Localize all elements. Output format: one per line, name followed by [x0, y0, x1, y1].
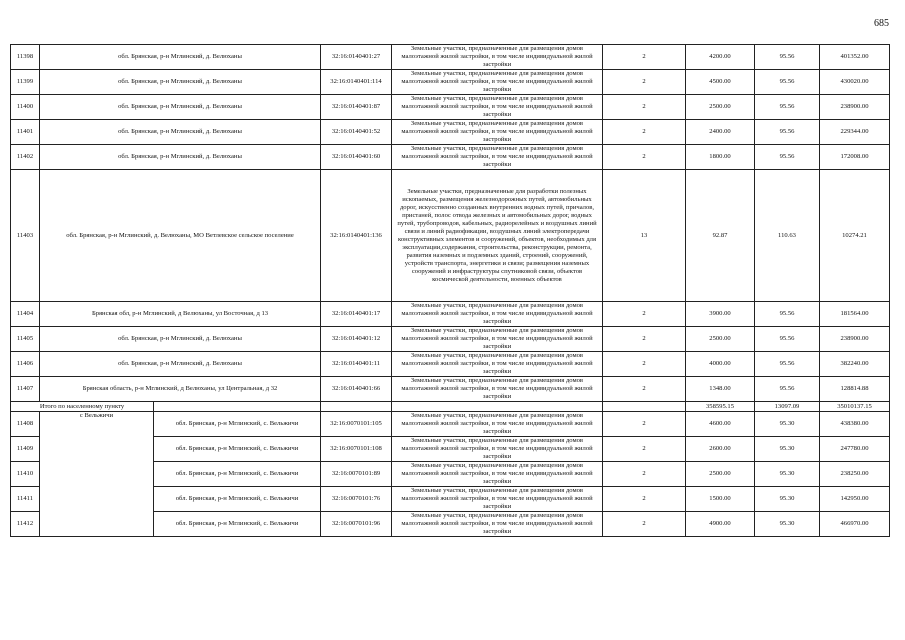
land-purpose-cell: Земельные участки, предназначенные для разработки полезных ископаемых, размещения железнодорожных путей, автомобильных дорог, искусственно созданных внутренних водных путей, причалов, пристаней, полос отвода железных и автомобильных дорог, водных путей, трубопроводов, кабельных, радиорелейных и воздушных линий связи и линий радиофикации, воздушных линий электропередачи конструктивных элементов и сооружений, объектов, необходимых для эксплуатации,содержания, строительства, реконструкции, ремонта, развития наземных и подземных зданий, строений, сооружений, устройств транспорта, энергетики и связи; размещения наземных сооружений и инфраструктуры спутниковой связи, объектов космической деятельности, военных объектов — [392, 170, 603, 302]
address-cell: обл. Брянская, р-н Мглинский, д. Велюханы — [40, 95, 321, 120]
cadastral-value-cell: 438380.00 — [820, 412, 890, 437]
land-purpose-cell: Земельные участки, предназначенные для размещения домов малоэтажной жилой застройки, в том числе индивидуальной жилой застройки — [392, 412, 603, 437]
cadastral-value-cell: 10274.21 — [820, 170, 890, 302]
area-cell: 2400.00 — [686, 120, 755, 145]
group-code-cell: 13 — [603, 170, 686, 302]
land-purpose-cell: Земельные участки, предназначенные для размещения домов малоэтажной жилой застройки, в том числе индивидуальной жилой застройки — [392, 45, 603, 70]
total-specific-value-cell: 13097.09 — [755, 402, 820, 412]
cadastral-value-cell: 128814.88 — [820, 377, 890, 402]
address-cell: обл. Брянская, р-н Мглинский, с. Вельжичи — [154, 512, 321, 537]
cadastral-number-cell: 32:16:0140401:17 — [321, 302, 392, 327]
cadastral-number-cell: 32:16:0070101:105 — [321, 412, 392, 437]
group-code-cell: 2 — [603, 45, 686, 70]
area-cell: 4900.00 — [686, 512, 755, 537]
specific-value-cell: 95.56 — [755, 145, 820, 170]
group-code-cell: 2 — [603, 145, 686, 170]
table-row — [11, 45, 890, 70]
address-cell: обл. Брянская, р-н Мглинский, д. Велюханы — [40, 120, 321, 145]
land-purpose-cell: Земельные участки, предназначенные для размещения домов малоэтажной жилой застройки, в том числе индивидуальной жилой застройки — [392, 352, 603, 377]
specific-value-cell: 95.30 — [755, 487, 820, 512]
cadastral-number-cell: 32:16:0070101:96 — [321, 512, 392, 537]
cadastral-number-cell: 32:16:0070101:76 — [321, 487, 392, 512]
land-purpose-cell: Земельные участки, предназначенные для размещения домов малоэтажной жилой застройки, в том числе индивидуальной жилой застройки — [392, 327, 603, 352]
cadastral-number-cell: 32:16:0140401:87 — [321, 95, 392, 120]
specific-value-cell: 95.30 — [755, 437, 820, 462]
specific-value-cell: 95.56 — [755, 377, 820, 402]
area-cell: 3900.00 — [686, 302, 755, 327]
land-purpose-cell: Земельные участки, предназначенные для размещения домов малоэтажной жилой застройки, в том числе индивидуальной жилой застройки — [392, 302, 603, 327]
table-row — [11, 120, 890, 145]
specific-value-cell: 95.56 — [755, 70, 820, 95]
group-code-cell: 2 — [603, 487, 686, 512]
group-code-cell: 2 — [603, 352, 686, 377]
cadastral-value-cell: 382240.00 — [820, 352, 890, 377]
area-cell: 4000.00 — [686, 352, 755, 377]
cadastral-number-cell: 32:16:0070101:108 — [321, 437, 392, 462]
group-code-cell: 2 — [603, 327, 686, 352]
specific-value-cell: 95.56 — [755, 352, 820, 377]
row-number: 11410 — [11, 462, 40, 487]
land-purpose-cell: Земельные участки, предназначенные для размещения домов малоэтажной жилой застройки, в том числе индивидуальной жилой застройки — [392, 377, 603, 402]
total-area-cell: 358595.15 — [686, 402, 755, 412]
area-cell: 4200.00 — [686, 45, 755, 70]
table-row — [11, 377, 890, 402]
cadastral-number-cell: 32:16:0140401:114 — [321, 70, 392, 95]
total-cadastral-value-cell: 35010137.15 — [820, 402, 890, 412]
row-number: 11412 — [11, 512, 40, 537]
empty-cell — [603, 402, 686, 412]
cadastral-value-cell: 247780.00 — [820, 437, 890, 462]
specific-value-cell: 95.56 — [755, 95, 820, 120]
empty-cell — [321, 402, 392, 412]
specific-value-cell: 95.30 — [755, 512, 820, 537]
address-cell: Брянская область, р-н Мглинский, д Велюханы, ул Центральная, д 32 — [40, 377, 321, 402]
cadastral-number-cell: 32:16:0140401:136 — [321, 170, 392, 302]
address-cell: обл. Брянская, р-н Мглинский, с. Вельжичи — [154, 412, 321, 437]
row-number: 11408 — [11, 412, 40, 437]
row-number: 11398 — [11, 45, 40, 70]
cadastral-value-cell: 181564.00 — [820, 302, 890, 327]
group-code-cell: 2 — [603, 377, 686, 402]
area-cell: 92.87 — [686, 170, 755, 302]
specific-value-cell: 95.56 — [755, 45, 820, 70]
cadastral-number-cell: 32:16:0140401:27 — [321, 45, 392, 70]
area-cell: 4600.00 — [686, 412, 755, 437]
cadastral-number-cell: 32:16:0140401:12 — [321, 327, 392, 352]
cadastral-number-cell: 32:16:0140401:11 — [321, 352, 392, 377]
cadastral-value-cell: 229344.00 — [820, 120, 890, 145]
cadastral-value-cell: 172008.00 — [820, 145, 890, 170]
table-row — [11, 352, 890, 377]
specific-value-cell: 95.56 — [755, 302, 820, 327]
group-code-cell: 2 — [603, 437, 686, 462]
specific-value-cell: 95.56 — [755, 327, 820, 352]
specific-value-cell: 110.63 — [755, 170, 820, 302]
cadastral-value-cell: 238250.00 — [820, 462, 890, 487]
group-code-cell: 2 — [603, 70, 686, 95]
group-code-cell: 2 — [603, 412, 686, 437]
land-purpose-cell: Земельные участки, предназначенные для размещения домов малоэтажной жилой застройки, в том числе индивидуальной жилой застройки — [392, 487, 603, 512]
cadastral-number-cell: 32:16:0140401:52 — [321, 120, 392, 145]
table-row — [11, 170, 890, 302]
table-row — [11, 145, 890, 170]
address-cell: обл. Брянская, р-н Мглинский, д. Велюханы, МО Ветлевское сельское поселение — [40, 170, 321, 302]
address-cell: обл. Брянская, р-н Мглинский, д. Велюханы — [40, 352, 321, 377]
table-row — [11, 327, 890, 352]
land-purpose-cell: Земельные участки, предназначенные для размещения домов малоэтажной жилой застройки, в том числе индивидуальной жилой застройки — [392, 120, 603, 145]
address-cell: обл. Брянская, р-н Мглинский, с. Вельжичи — [154, 487, 321, 512]
specific-value-cell: 95.30 — [755, 462, 820, 487]
cadastral-value-cell: 238900.00 — [820, 95, 890, 120]
area-cell: 1348.00 — [686, 377, 755, 402]
cadastral-number-cell: 32:16:0070101:89 — [321, 462, 392, 487]
row-number: 11399 — [11, 70, 40, 95]
cadastral-number-cell: 32:16:0140401:66 — [321, 377, 392, 402]
address-cell: обл. Брянская, р-н Мглинский, д. Велюханы — [40, 145, 321, 170]
cadastral-value-table — [10, 44, 890, 537]
cadastral-value-cell: 466970.00 — [820, 512, 890, 537]
cadastral-number-cell: 32:16:0140401:60 — [321, 145, 392, 170]
cadastral-value-cell: 401352.00 — [820, 45, 890, 70]
area-cell: 2500.00 — [686, 462, 755, 487]
address-cell: обл. Брянская, р-н Мглинский, с. Вельжичи — [154, 462, 321, 487]
empty-cell — [392, 402, 603, 412]
address-cell: обл. Брянская, р-н Мглинский, д. Велюханы — [40, 45, 321, 70]
group-code-cell: 2 — [603, 512, 686, 537]
cadastral-value-cell: 430020.00 — [820, 70, 890, 95]
land-purpose-cell: Земельные участки, предназначенные для размещения домов малоэтажной жилой застройки, в том числе индивидуальной жилой застройки — [392, 95, 603, 120]
settlement-total-row — [11, 402, 890, 412]
address-cell: обл. Брянская, р-н Мглинский, д. Велюханы — [40, 327, 321, 352]
address-cell: обл. Брянская, р-н Мглинский, с. Вельжичи — [154, 437, 321, 462]
address-cell: Брянская обл, р-н Мглинский, д Велюханы, ул Восточная, д 13 — [40, 302, 321, 327]
address-cell: обл. Брянская, р-н Мглинский, д. Велюханы — [40, 70, 321, 95]
group-code-cell: 2 — [603, 120, 686, 145]
row-number: 11400 — [11, 95, 40, 120]
row-number: 11405 — [11, 327, 40, 352]
settlement-name-cell: с Вельжичи — [40, 412, 154, 537]
land-purpose-cell: Земельные участки, предназначенные для размещения домов малоэтажной жилой застройки, в том числе индивидуальной жилой застройки — [392, 145, 603, 170]
land-purpose-cell: Земельные участки, предназначенные для размещения домов малоэтажной жилой застройки, в том числе индивидуальной жилой застройки — [392, 70, 603, 95]
row-number: 11411 — [11, 487, 40, 512]
area-cell: 4500.00 — [686, 70, 755, 95]
row-number: 11401 — [11, 120, 40, 145]
land-purpose-cell: Земельные участки, предназначенные для размещения домов малоэтажной жилой застройки, в том числе индивидуальной жилой застройки — [392, 512, 603, 537]
area-cell: 1800.00 — [686, 145, 755, 170]
cadastral-value-cell: 142950.00 — [820, 487, 890, 512]
specific-value-cell: 95.56 — [755, 120, 820, 145]
area-cell: 2500.00 — [686, 327, 755, 352]
land-purpose-cell: Земельные участки, предназначенные для размещения домов малоэтажной жилой застройки, в том числе индивидуальной жилой застройки — [392, 437, 603, 462]
group-code-cell: 2 — [603, 302, 686, 327]
area-cell: 1500.00 — [686, 487, 755, 512]
page-number: 685 — [874, 18, 889, 29]
area-cell: 2600.00 — [686, 437, 755, 462]
row-number: 11407 — [11, 377, 40, 402]
table-row — [11, 412, 890, 437]
row-number: 11403 — [11, 170, 40, 302]
group-code-cell: 2 — [603, 462, 686, 487]
row-number: 11406 — [11, 352, 40, 377]
area-cell: 2500.00 — [686, 95, 755, 120]
cadastral-value-cell: 238900.00 — [820, 327, 890, 352]
group-code-cell: 2 — [603, 95, 686, 120]
empty-cell — [154, 402, 321, 412]
table-row — [11, 95, 890, 120]
land-purpose-cell: Земельные участки, предназначенные для размещения домов малоэтажной жилой застройки, в том числе индивидуальной жилой застройки — [392, 462, 603, 487]
specific-value-cell: 95.30 — [755, 412, 820, 437]
row-number: 11409 — [11, 437, 40, 462]
row-number: 11404 — [11, 302, 40, 327]
table-row — [11, 302, 890, 327]
row-number: 11402 — [11, 145, 40, 170]
total-label: Итого по населенному пункту — [11, 402, 154, 412]
table-row — [11, 70, 890, 95]
